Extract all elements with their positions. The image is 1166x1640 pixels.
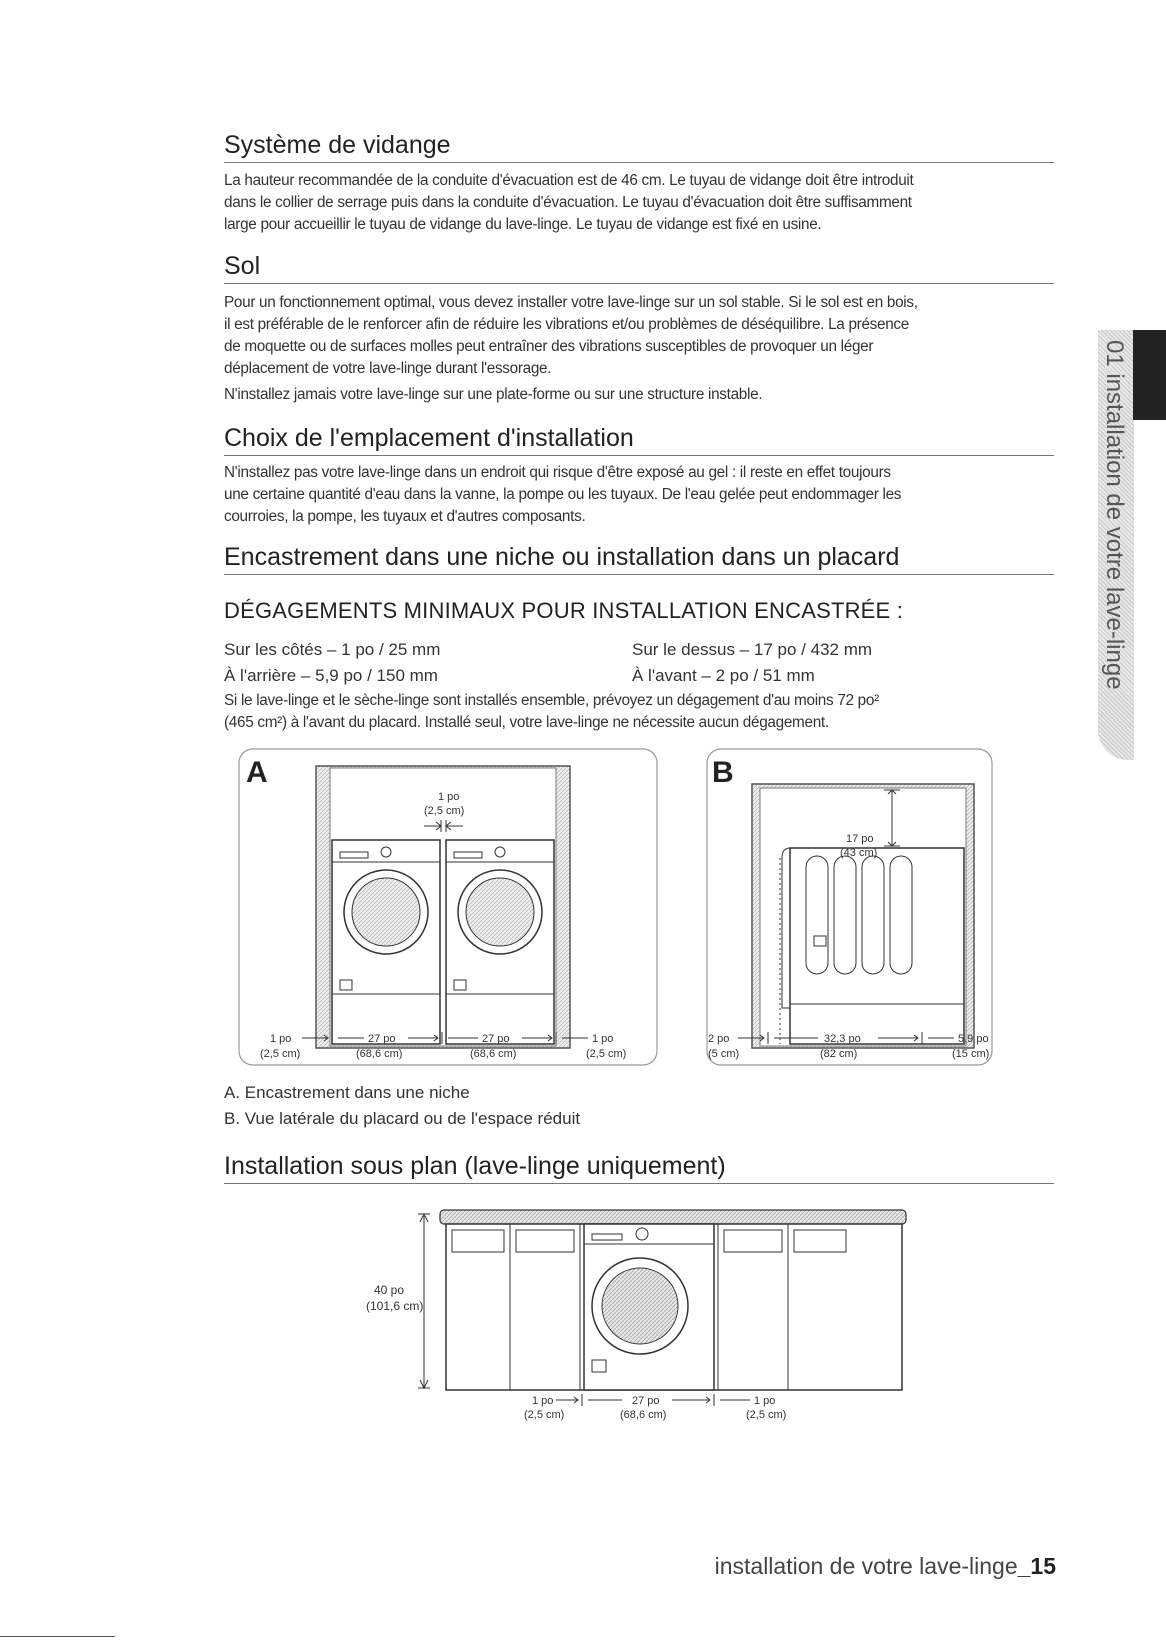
figure-a-dim-cm: (68,6 cm) xyxy=(356,1048,403,1060)
figure-b-dim: 5,9 po xyxy=(958,1033,989,1045)
chapter-tab-marker xyxy=(1133,330,1166,420)
figure-b-dim: 2 po xyxy=(708,1033,730,1045)
figure-a-dim-cm: (68,6 cm) xyxy=(470,1048,517,1060)
floor-line: déplacement de votre lave-linge durant l'essorage. xyxy=(224,360,552,377)
page-footer xyxy=(715,1553,1056,1580)
floor-line: Pour un fonctionnement optimal, vous devez installer votre lave-linge sur un sol stable. Si le sol est en bois, xyxy=(224,294,918,311)
figure-a-label: A xyxy=(246,756,268,789)
section-title-undercounter: Installation sous plan (lave-linge uniquement) xyxy=(224,1152,1054,1184)
caption-a: A. Encastrement dans une niche xyxy=(224,1083,470,1102)
figure-a-top-dim-cm: (2,5 cm) xyxy=(424,805,465,817)
figure-c-dim-cm: (68,6 cm) xyxy=(620,1409,667,1421)
clearance-top: Sur le dessus – 17 po / 432 mm xyxy=(632,640,873,659)
figure-c-dim: 1 po xyxy=(532,1395,554,1407)
figure-b-label: B xyxy=(712,756,734,789)
drain-line: large pour accueillir le tuyau de vidange du lave-linge. Le tuyau de vidange est fixé en usine. xyxy=(224,216,822,233)
figure-a-dim: 27 po xyxy=(368,1033,396,1045)
figure-b-side-view xyxy=(706,748,996,1083)
bottom-rule xyxy=(0,1636,115,1637)
figure-a-dim-cm: (2,5 cm) xyxy=(586,1048,627,1060)
location-line: N'installez pas votre lave-linge dans un endroit qui risque d'être exposé au gel : il reste en effet toujours xyxy=(224,464,891,481)
caption-b: B. Vue latérale du placard ou de l'espace réduit xyxy=(224,1109,581,1128)
figure-b-dim-cm: (15 cm) xyxy=(952,1048,990,1060)
figure-c-dim-cm: (2,5 cm) xyxy=(746,1409,787,1421)
figure-b-top-dim: 17 po xyxy=(846,833,874,845)
location-line: courroies, la pompe, les tuyaux et d'autres composants. xyxy=(224,508,586,525)
figure-c-height-cm: (101,6 cm) xyxy=(366,1299,424,1313)
figure-b-dim: 32,3 po xyxy=(824,1033,861,1045)
clearance-front: À l'avant – 2 po / 51 mm xyxy=(632,666,815,685)
page-number: _15 xyxy=(1017,1553,1056,1579)
clearance-note-line: (465 cm²) à l'avant du placard. Installé seul, votre lave-linge ne nécessite aucun dégagement. xyxy=(224,714,829,731)
section-title-location: Choix de l'emplacement d'installation xyxy=(224,424,1054,456)
floor-line: N'installez jamais votre lave-linge sur une plate-forme ou sur une structure instable. xyxy=(224,386,763,403)
drain-line: La hauteur recommandée de la conduite d'évacuation est de 46 cm. Le tuyau de vidange doit être introduit xyxy=(224,172,914,189)
washer-left xyxy=(332,840,440,1044)
figure-a-dim: 27 po xyxy=(482,1033,510,1045)
figure-a-recess xyxy=(238,748,658,1083)
figure-b-dim-cm: (82 cm) xyxy=(820,1048,858,1060)
clearance-rear: À l'arrière – 5,9 po / 150 mm xyxy=(224,666,438,685)
figure-a-dim: 1 po xyxy=(270,1033,292,1045)
figure-a-dim-cm: (2,5 cm) xyxy=(260,1048,301,1060)
washer-right xyxy=(446,840,554,1044)
footer-text: installation de votre lave-linge xyxy=(714,1553,1018,1579)
floor-line: de moquette ou de surfaces molles peut entraîner des vibrations susceptibles de provoquer un léger xyxy=(224,338,874,355)
floor-line: il est préférable de le renforcer afin de réduire les vibrations et/ou problèmes de déséquilibre. La présence xyxy=(224,316,909,333)
location-line: une certaine quantité d'eau dans la vanne, la pompe ou les tuyaux. De l'eau gelée peut endommager les xyxy=(224,486,902,503)
clearance-subtitle: DÉGAGEMENTS MINIMAUX POUR INSTALLATION ENCASTRÉE : xyxy=(224,598,904,623)
figure-c-undercounter xyxy=(366,1208,910,1433)
figure-a-dim: 1 po xyxy=(592,1033,614,1045)
washer-undercounter xyxy=(584,1224,714,1390)
figure-c-dim: 1 po xyxy=(754,1395,776,1407)
figure-c-height: 40 po xyxy=(374,1283,405,1297)
figure-c-dim-cm: (2,5 cm) xyxy=(524,1409,565,1421)
clearance-sides: Sur les côtés – 1 po / 25 mm xyxy=(224,640,441,659)
section-title-drain: Système de vidange xyxy=(224,131,1054,163)
figure-b-top-dim-cm: (43 cm) xyxy=(840,847,878,859)
clearance-note-line: Si le lave-linge et le sèche-linge sont installés ensemble, prévoyez un dégagement d'au moins 72 po² xyxy=(224,692,879,709)
chapter-tab-label: 01 installation de votre lave-linge xyxy=(1101,340,1128,690)
drain-line: dans le collier de serrage puis dans la conduite d'évacuation. Le tuyau d'évacuation doit être suffisamment xyxy=(224,194,912,211)
figure-c-dim: 27 po xyxy=(632,1395,660,1407)
washer-side xyxy=(780,848,964,1044)
section-title-recess: Encastrement dans une niche ou installation dans un placard xyxy=(224,543,1054,575)
section-title-floor: Sol xyxy=(224,252,1054,284)
figure-a-top-dim: 1 po xyxy=(438,791,460,803)
figure-b-dim-cm: (5 cm) xyxy=(708,1048,740,1060)
